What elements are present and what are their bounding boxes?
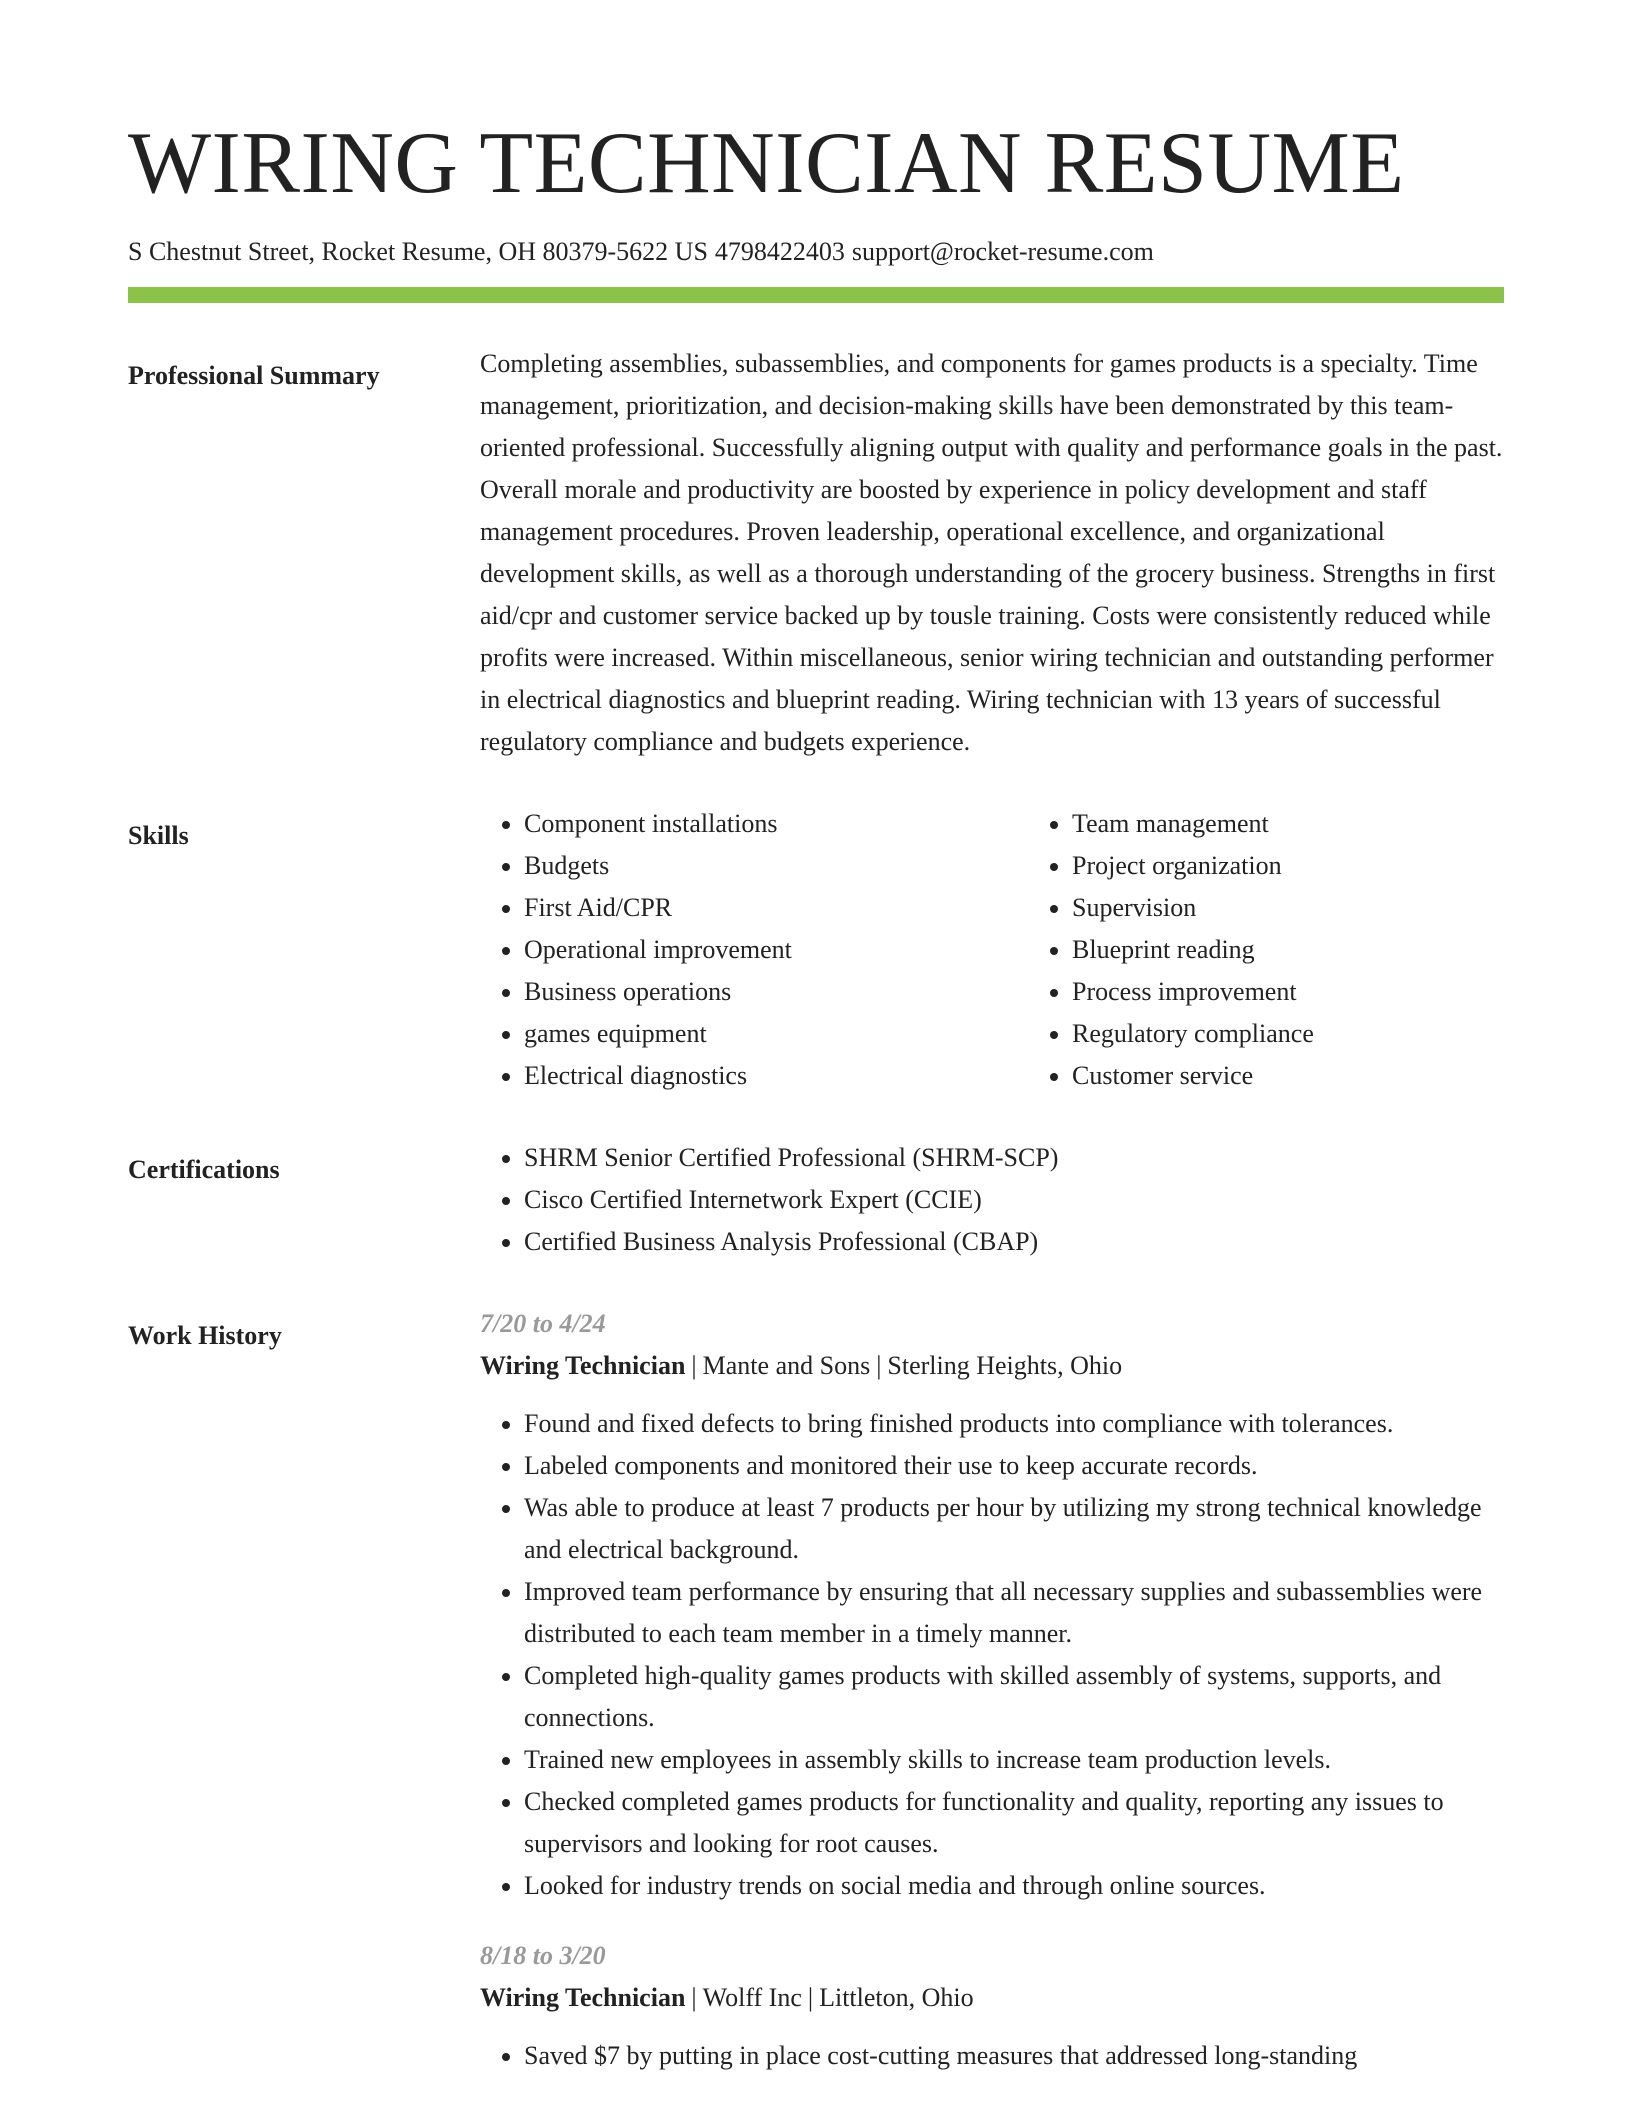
accent-divider (128, 287, 1504, 303)
job-duty: • Trained new employees in assembly skills to increase team production levels. (524, 1739, 1504, 1781)
skill-item: • Supervision (1072, 887, 1576, 929)
skills-section (128, 809, 1504, 1097)
skill-item: • Electrical diagnostics (524, 1055, 1028, 1097)
job-separator: | (691, 1351, 697, 1381)
certifications-list (480, 1137, 1504, 1263)
skills-heading: Skills (128, 821, 189, 851)
job-title: Wiring Technician (480, 1351, 686, 1381)
job-company: Mante and Sons (702, 1351, 871, 1381)
summary-heading: Professional Summary (128, 361, 380, 391)
job-duty: • Found and fixed defects to bring finished products into compliance with tolerances. (524, 1403, 1504, 1445)
skill-item: • Business operations (524, 971, 1028, 1013)
work-history-section (128, 1309, 1504, 2077)
contact-email: support@rocket-resume.com (851, 237, 1154, 266)
job-separator: | (876, 1351, 882, 1381)
summary-body (480, 343, 1504, 763)
job-duties-list (480, 2035, 1504, 2077)
job-entry (480, 1935, 1504, 2077)
contact-phone: 4798422403 (714, 237, 845, 266)
job-duty: • Improved team performance by ensuring that all necessary supplies and subassemblies were distributed to each team member in a timely manner. (524, 1571, 1504, 1655)
skill-item: • Team management (1072, 803, 1576, 845)
job-duty: • Completed high-quality games products with skilled assembly of systems, supports, and connections. (524, 1655, 1504, 1739)
certifications-heading: Certifications (128, 1155, 280, 1185)
job-dates: 7/20 to 4/24 (480, 1309, 606, 1339)
job-entry (480, 1303, 1504, 1907)
certifications-section (128, 1143, 1504, 1263)
skills-column-right (1028, 803, 1576, 1097)
summary-section (128, 349, 1504, 763)
job-separator: | (691, 1983, 697, 2013)
skill-item: • Component installations (524, 803, 1028, 845)
job-heading (480, 1977, 1504, 2019)
job-dates: 8/18 to 3/20 (480, 1941, 606, 1971)
job-separator: | (807, 1983, 814, 2013)
contact-line (128, 236, 1504, 267)
certifications-body (480, 1137, 1504, 1263)
certification-item: • Cisco Certified Internetwork Expert (CCIE) (524, 1179, 1504, 1221)
skill-item: • Budgets (524, 845, 1028, 887)
certification-item: • SHRM Senior Certified Professional (SHRM-SCP) (524, 1137, 1504, 1179)
work-history-heading: Work History (128, 1321, 282, 1351)
skills-grid (480, 803, 1576, 1097)
skill-item: • Blueprint reading (1072, 929, 1576, 971)
summary-text: Completing assemblies, subassemblies, and components for games products is a specialty. Time management, prioritization, and decision-making skills have been demonstrated by this team-oriented professional. Successfully aligning output with quality and performance goals in the past. Overall morale and productivity are boosted by experience in policy development and staff management procedures. Proven leadership, operational excellence, and organizational development skills, as well as a thorough understanding of the grocery business. Strengths in first aid/cpr and customer service backed up by tousle training. Costs were consistently reduced while profits were increased. Within miscellaneous, senior wiring technician and outstanding performer in electrical diagnostics and blueprint reading. Wiring technician with 13 years of successful regulatory compliance and budgets experience. (480, 349, 1503, 757)
contact-address: S Chestnut Street, Rocket Resume, OH 80379-5622 US (128, 237, 708, 266)
job-title: Wiring Technician (480, 1983, 686, 2013)
skill-item: • Process improvement (1072, 971, 1576, 1013)
work-history-body (480, 1303, 1504, 2077)
skill-item: • Regulatory compliance (1072, 1013, 1576, 1055)
skills-column-left (480, 803, 1028, 1097)
skill-item: • Operational improvement (524, 929, 1028, 971)
job-duty: • Looked for industry trends on social media and through online sources. (524, 1865, 1504, 1907)
skill-item: • Project organization (1072, 845, 1576, 887)
resume-page (128, 115, 1504, 2077)
job-duties-list (480, 1403, 1504, 1907)
job-location: Sterling Heights, Ohio (887, 1351, 1123, 1381)
skill-item: • games equipment (524, 1013, 1028, 1055)
job-heading (480, 1345, 1504, 1387)
resume-title: WIRING TECHNICIAN RESUME (128, 115, 1405, 212)
certification-item: • Certified Business Analysis Professional (CBAP) (524, 1221, 1504, 1263)
job-duty: • Saved $7 by putting in place cost-cutting measures that addressed long-standing (524, 2035, 1504, 2077)
job-location: Littleton, Ohio (819, 1983, 974, 2013)
skill-item: • First Aid/CPR (524, 887, 1028, 929)
job-duty: • Checked completed games products for functionality and quality, reporting any issues to supervisors and looking for root causes. (524, 1781, 1504, 1865)
job-duty: • Was able to produce at least 7 products per hour by utilizing my strong technical knowledge and electrical background. (524, 1487, 1504, 1571)
job-duty: • Labeled components and monitored their use to keep accurate records. (524, 1445, 1504, 1487)
skill-item: • Customer service (1072, 1055, 1576, 1097)
job-company: Wolff Inc (702, 1983, 802, 2013)
